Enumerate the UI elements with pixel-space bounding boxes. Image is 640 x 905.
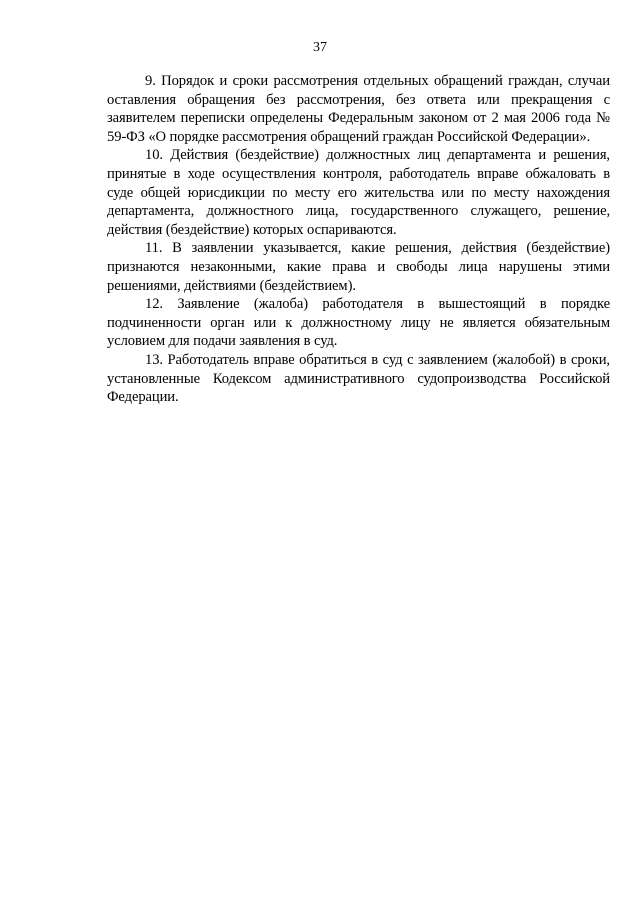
paragraph-11: 11. В заявлении указывается, какие решения, действия (бездействие) признаются незаконными, какие права и свободы лица нарушены этими решениями, действиями (бездействием).: [107, 240, 610, 294]
paragraph-12: 12. Заявление (жалоба) работодателя в вышестоящий в порядке подчиненности орган или к должностному лицу не является обязательным условием для подачи заявления в суд.: [107, 296, 610, 350]
paragraph-9: 9. Порядок и сроки рассмотрения отдельных обращений граждан, случаи оставления обращения без рассмотрения, без ответа или прекращения с заявителем переписки определены Федеральным законом от 2 мая 2006 года № 59-ФЗ «О порядке рассмотрения обращений граждан Российской Федерации».: [107, 73, 610, 145]
paragraph-13: 13. Работодатель вправе обратиться в суд с заявлением (жалобой) в сроки, установленные Кодексом административного судопроизводства Российской Федерации.: [107, 351, 610, 406]
paragraph-10: 10. Действия (бездействие) должностных лиц департамента и решения, принятые в ходе осуществления контроля, работодатель вправе обжаловать в суде общей юрисдикции по месту его жительства или по месту нахождения департамента, должностного лица, государственного служащего, решение, действия (бездействие) которых оспариваются.: [107, 147, 610, 238]
document-body: [107, 72, 610, 407]
page-number: 37: [313, 40, 327, 55]
